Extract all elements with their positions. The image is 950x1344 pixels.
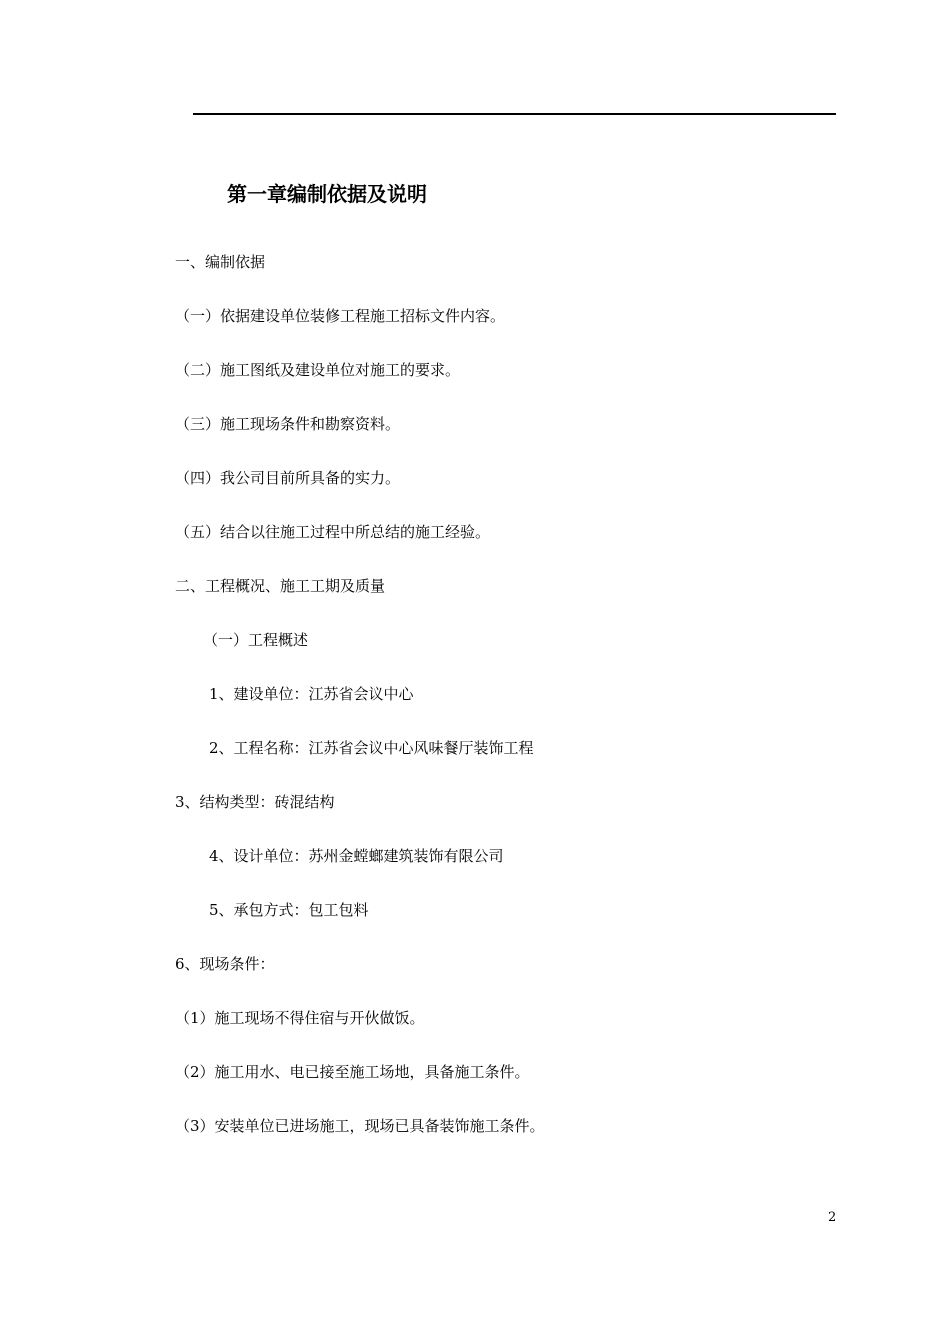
page-number: 2 [828,1210,837,1225]
subsection-heading-overview: （一）工程概述 [203,631,309,649]
basis-item-4: （四）我公司目前所具备的实力。 [175,469,401,487]
chapter-title: 第一章编制依据及说明 [227,182,427,206]
section-heading-basis: 一、编制依据 [175,253,266,271]
header-rule [193,113,836,115]
basis-item-3: （三）施工现场条件和勘察资料。 [175,415,401,433]
site-condition-1: （1）施工现场不得住宿与开伙做饭。 [175,1009,425,1027]
overview-item-1: 1、建设单位：江苏省会议中心 [209,685,414,703]
overview-item-6: 6、现场条件： [175,955,275,973]
basis-item-1: （一）依据建设单位装修工程施工招标文件内容。 [175,307,506,325]
overview-item-4: 4、设计单位：苏州金螳螂建筑装饰有限公司 [209,847,504,865]
site-condition-2: （2）施工用水、电已接至施工场地，具备施工条件。 [175,1063,530,1081]
overview-item-5: 5、承包方式：包工包料 [209,901,369,919]
basis-item-2: （二）施工图纸及建设单位对施工的要求。 [175,361,461,379]
site-condition-3: （3）安装单位已进场施工，现场已具备装饰施工条件。 [175,1117,545,1135]
overview-item-2: 2、工程名称：江苏省会议中心风味餐厅装饰工程 [209,739,534,757]
overview-item-3: 3、结构类型：砖混结构 [175,793,335,811]
basis-item-5: （五）结合以往施工过程中所总结的施工经验。 [175,523,491,541]
section-heading-overview: 二、工程概况、施工工期及质量 [175,577,386,595]
